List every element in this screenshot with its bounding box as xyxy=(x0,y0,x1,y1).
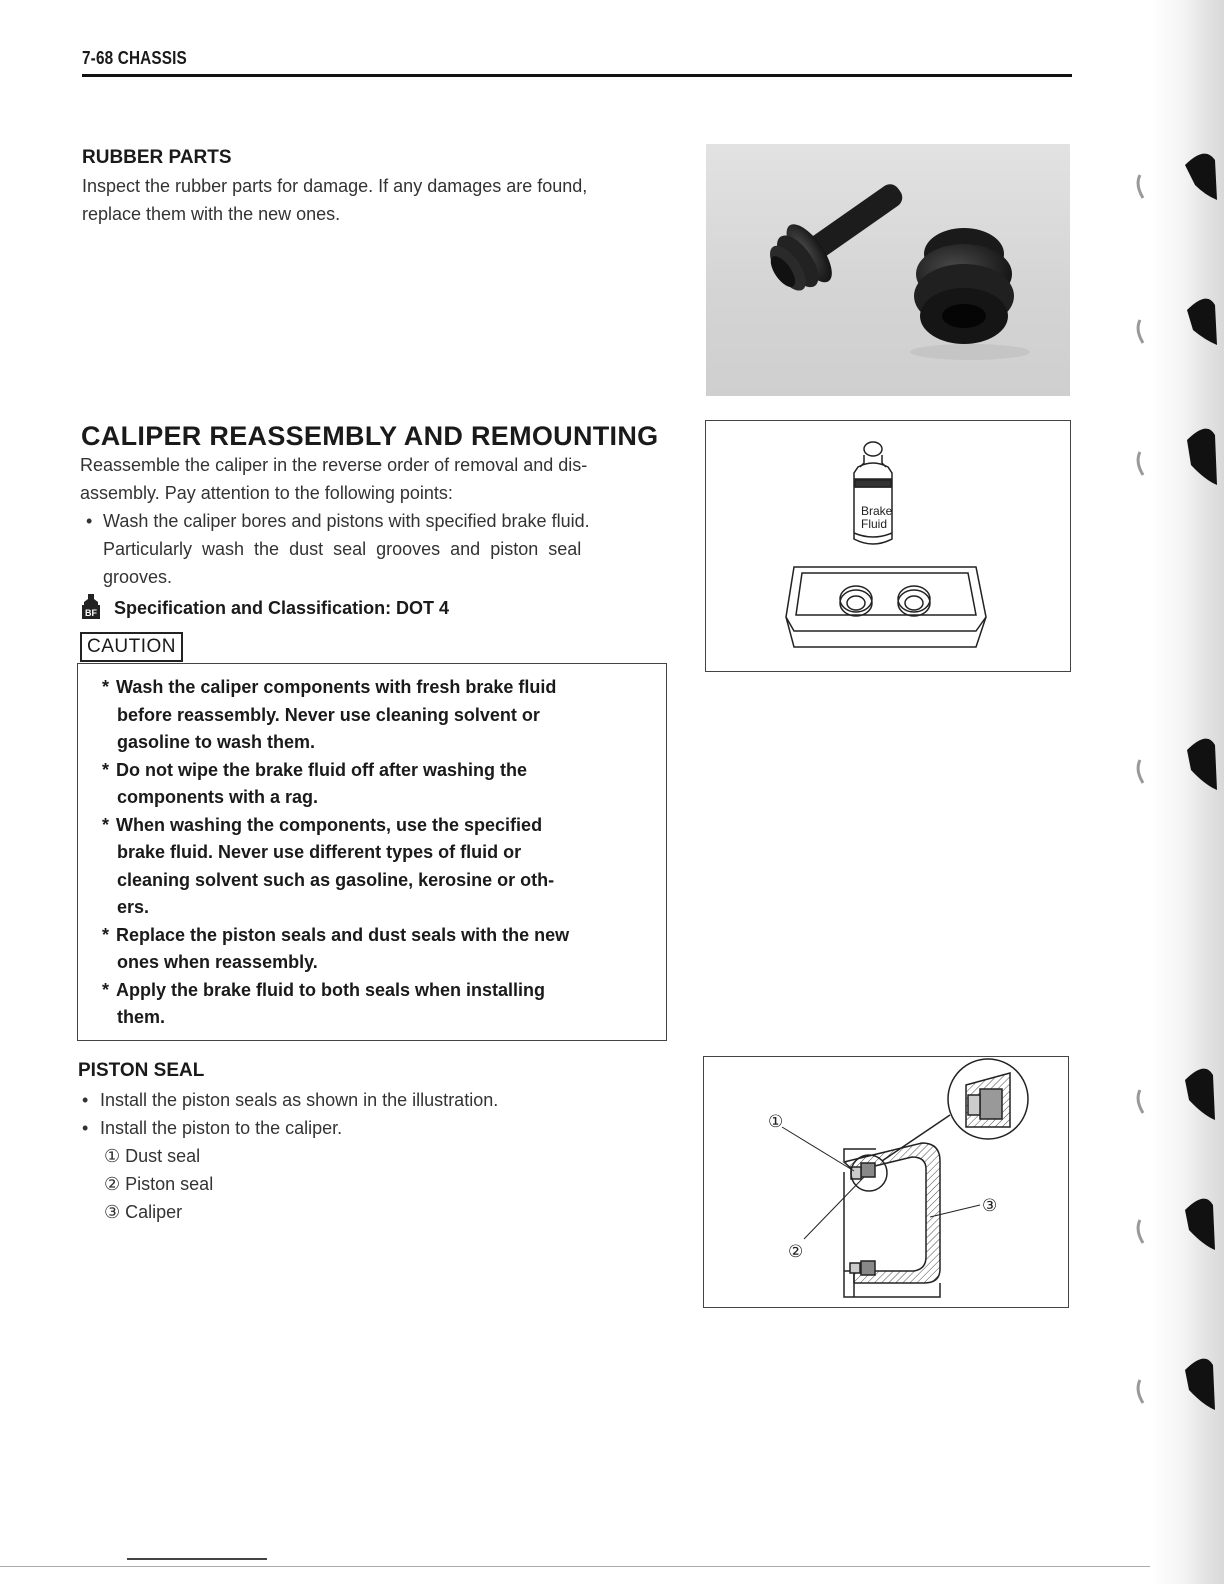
binder-tab xyxy=(1187,299,1217,345)
binder-tab xyxy=(1185,1199,1215,1250)
page-bottom-edge xyxy=(0,1566,1150,1567)
caution-item: * Replace the piston seals and dust seals with the new xyxy=(102,924,570,945)
piston-seal-drawing xyxy=(704,1057,1068,1307)
callout-2: ② xyxy=(788,1242,804,1262)
caution-label: CAUTION xyxy=(80,632,183,662)
spec-classification: Specification and Classification: DOT 4 xyxy=(114,598,450,618)
piston-seal-figure xyxy=(703,1056,1069,1308)
rubber-parts-heading: RUBBER PARTS xyxy=(82,147,232,168)
caliper-bullet-line-3: grooves. xyxy=(103,567,173,587)
rubber-parts-line-2: replace them with the new ones. xyxy=(82,204,341,224)
piston-seal-heading: PISTON SEAL xyxy=(78,1060,205,1081)
caution-item-line: gasoline to wash them. xyxy=(117,732,316,752)
bottle-label-1: Brake xyxy=(861,504,893,518)
caution-item-line: them. xyxy=(117,1007,166,1027)
bf-icon-text: BF xyxy=(85,608,97,618)
caliper-reassembly-heading: CALIPER REASSEMBLY AND REMOUNTING xyxy=(81,421,659,451)
brake-fluid-drawing xyxy=(706,421,1070,671)
caution-item-line: before reassembly. Never use cleaning solvent or xyxy=(117,704,540,725)
bullet-dot: • xyxy=(82,1090,89,1110)
bottle-label-2: Fluid xyxy=(861,517,888,531)
caliper-bullet-line-1: Wash the caliper bores and pistons with specified brake fluid. xyxy=(103,511,590,531)
callout-1: ① xyxy=(768,1112,784,1132)
caliper-intro-line-1: Reassemble the caliper in the reverse order of removal and dis- xyxy=(80,455,588,475)
caution-item: * Do not wipe the brake fluid off after washing the xyxy=(102,759,528,780)
rubber-parts-line-1: Inspect the rubber parts for damage. If any damages are found, xyxy=(82,176,588,196)
bullet-dot: • xyxy=(82,1118,89,1138)
callout-3: ③ xyxy=(982,1196,998,1216)
caution-item: * Wash the caliper components with fresh brake fluid xyxy=(102,677,557,697)
brake-fluid-icon xyxy=(80,594,102,620)
page-header: 7-68 CHASSIS xyxy=(82,48,187,68)
rubber-boots-image xyxy=(706,144,1070,396)
caution-item-line: ers. xyxy=(117,897,150,917)
caution-list xyxy=(102,674,642,1032)
binder-tab xyxy=(1185,1069,1215,1120)
legend-piston-seal: ② Piston seal xyxy=(104,1174,214,1194)
caution-item-line: brake fluid. Never use different types of fluid or xyxy=(117,842,522,862)
caliper-intro-line-2: assembly. Pay attention to the following points: xyxy=(80,483,453,503)
caution-item: * When washing the components, use the specified xyxy=(102,814,543,835)
binder-tabs xyxy=(1125,140,1224,1440)
rubber-parts-photo xyxy=(706,144,1070,396)
binder-tab xyxy=(1185,154,1217,200)
piston-bullet-2: Install the piston to the caliper. xyxy=(100,1118,343,1138)
brake-fluid-figure xyxy=(705,420,1071,672)
caliper-bullet-line-2: Particularly wash the dust seal grooves and piston seal xyxy=(103,539,582,559)
header-rule xyxy=(82,74,1072,77)
footer-rule xyxy=(127,1558,267,1560)
binder-tab xyxy=(1185,1359,1215,1410)
caution-item-line: components with a rag. xyxy=(117,787,319,807)
bullet-dot: • xyxy=(86,511,93,531)
legend-caliper: ③ Caliper xyxy=(104,1202,183,1222)
caution-item-line: ones when reassembly. xyxy=(117,952,318,972)
binder-tab xyxy=(1187,429,1217,485)
piston-bullet-1: Install the piston seals as shown in the illustration. xyxy=(100,1090,499,1110)
caution-item: * Apply the brake fluid to both seals when installing xyxy=(102,979,546,1000)
legend-dust-seal: ① Dust seal xyxy=(104,1146,201,1166)
caution-item-line: cleaning solvent such as gasoline, kerosine or oth- xyxy=(117,869,555,890)
binder-tab xyxy=(1187,739,1217,790)
